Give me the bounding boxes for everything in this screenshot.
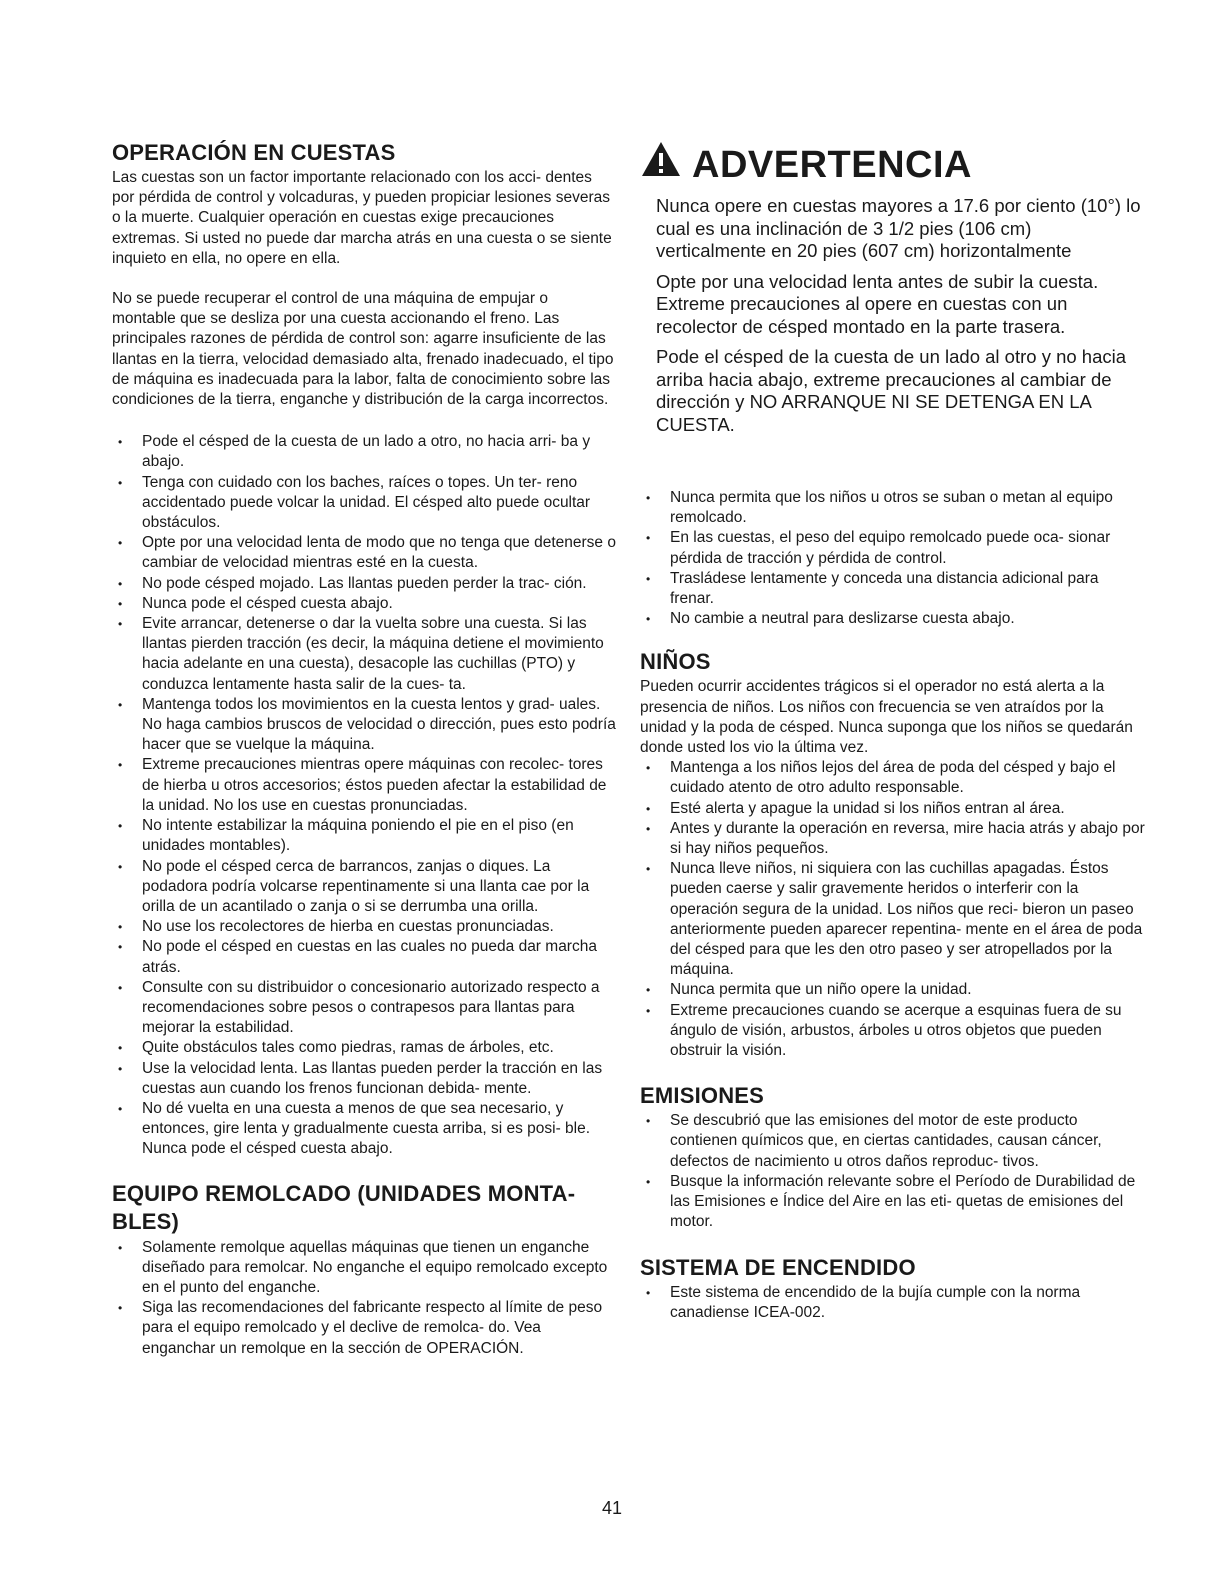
- list-item: • Solamente remolque aquellas máquinas que tienen un enganche diseñado para remolcar. No enganche el equipo remolcado excepto en el punto del enganche.: [112, 1238, 616, 1299]
- right-column: [640, 140, 1145, 1323]
- list-item: • No pode césped mojado. Las llantas pueden perder la trac- ción.: [112, 574, 616, 594]
- list-item: • No pode el césped cerca de barrancos, zanjas o diques. La podadora podría volcarse repentinamente si una llanta cae por la orilla de un acantilado o zanja o si se derrumba una orilla.: [112, 857, 616, 918]
- list-item: • Extreme precauciones cuando se acerque a esquinas fuera de su ángulo de visión, arbustos, árboles u otros objetos que pueden obstruir la visión.: [640, 1001, 1145, 1062]
- list-item: • Consulte con su distribuidor o concesionario autorizado respecto a recomendaciones sobre pesos o contrapesos para llantas para mejorar la estabilidad.: [112, 978, 616, 1039]
- paragraph: Las cuestas son un factor importante relacionado con los acci- dentes por pérdida de control y volcaduras, y pueden propiciar lesiones severas o la muerte. Cualquier operación en cuestas exige precauciones extremas. Si usted no puede dar marcha atrás en una cuesta o se siente inquieto en ella, no opere en ella.: [112, 169, 612, 267]
- list-item: • Antes y durante la operación en reversa, mire hacia atrás y abajo por si hay niños pequeños.: [640, 819, 1145, 859]
- page-number: 41: [601, 1498, 623, 1518]
- list-item: • Extreme precauciones mientras opere máquinas con recolec- tores de hierba u otros accesorios; éstos pueden afectar la estabilidad de la unidad. No los use en cuestas pronunciadas.: [112, 755, 616, 816]
- bullet-list-encendido: [640, 1283, 1145, 1323]
- list-item: • Se descubrió que las emisiones del motor de este producto contienen químicos que, en ciertas cantidades, causan cáncer, defectos de nacimiento u otros daños reproduc- tivos.: [640, 1111, 1145, 1172]
- warning-paragraph: Nunca opere en cuestas mayores a 17.6 por ciento (10°) lo cual es una inclinación de 3 1/2 pies (106 cm) verticalmente en 20 pies (607 cm) horizontalmente: [656, 195, 1141, 261]
- list-item: • Busque la información relevante sobre el Período de Durabilidad de las Emisiones e Índice del Aire en las eti- quetas de emisiones del motor.: [640, 1172, 1145, 1233]
- list-item: • Nunca pode el césped cuesta abajo.: [112, 594, 616, 614]
- list-item: • Nunca lleve niños, ni siquiera con las cuchillas apagadas. Éstos pueden caerse y salir gravemente heridos o interferir con la operación segura de la unidad. Los niños que reci- bieron un paseo anteriormente pueden aparecer repentina- mente en el área de poda del césped para que les den otro paseo y ser atropellados por la máquina.: [640, 859, 1145, 980]
- list-item: • Opte por una velocidad lenta de modo que no tenga que detenerse o cambiar de velocidad mientras esté en la cuesta.: [112, 533, 616, 573]
- list-item: • No dé vuelta en una cuesta a menos de que sea necesario, y entonces, gire lenta y gradualmente cuesta arriba, si es posi- ble. Nunca pode el césped cuesta abajo.: [112, 1099, 616, 1160]
- section-title-ninos: NIÑOS: [640, 649, 711, 675]
- list-item: • Siga las recomendaciones del fabricante respecto al límite de peso para el equipo remolcado y el declive de remolca- do. Vea enganchar un remolque en la sección de OPERACIÓN.: [112, 1298, 616, 1359]
- list-item: • Use la velocidad lenta. Las llantas pueden perder la tracción en las cuestas aun cuando los frenos funcionan debida- mente.: [112, 1059, 616, 1099]
- section-title-operacion: OPERACIÓN EN CUESTAS: [112, 140, 396, 165]
- list-item: • Mantenga a los niños lejos del área de poda del césped y bajo el cuidado atento de otro adulto responsable.: [640, 758, 1145, 798]
- list-item: • Trasládese lentamente y conceda una distancia adicional para frenar.: [640, 569, 1145, 609]
- list-item: • Pode el césped de la cuesta de un lado a otro, no hacia arri- ba y abajo.: [112, 432, 616, 472]
- paragraph: No se puede recuperar el control de una máquina de empujar o montable que se desliza por una cuesta accionando el freno. Las principales razones de pérdida de control son: agarre insuficiente de las llantas en la tierra, velocidad demasiado alta, frenado inadecuado, el tipo de máquina es inadecuada para la labor, falta de conocimiento sobre las condiciones de la tierra, enganche y distribución de la carga incorrectos.: [112, 290, 614, 409]
- bullet-list-equipo: [112, 1238, 616, 1359]
- bullet-list-emisiones: [640, 1111, 1145, 1232]
- bullet-list-ninos: [640, 758, 1145, 1061]
- section-title-emisiones: EMISIONES: [640, 1083, 765, 1109]
- list-item: • Esté alerta y apague la unidad si los niños entran al área.: [640, 799, 1145, 819]
- list-item: • Tenga con cuidado con los baches, raíces o topes. Un ter- reno accidentado puede volcar la unidad. El césped alto puede ocultar obstáculos.: [112, 473, 616, 534]
- bullet-list-remolcado: [640, 488, 1145, 629]
- list-item: • Este sistema de encendido de la bujía cumple con la norma canadiense ICEA-002.: [640, 1283, 1145, 1323]
- paragraph: Pueden ocurrir accidentes trágicos si el operador no está alerta a la presencia de niños. Los niños con frecuencia se ven atraídos por la unidad y la poda de césped. Nunca suponga que los niños se quedarán donde usted los vio la última vez.: [640, 678, 1133, 757]
- bullet-list-operacion: [112, 432, 616, 1159]
- section-title-equipo: EQUIPO REMOLCADO (UNIDADES MONTA- BLES): [112, 1180, 576, 1234]
- list-item: • Mantenga todos los movimientos en la cuesta lentos y grad- uales. No haga cambios bruscos de velocidad o dirección, pues esto podría hacer que se vuelque la máquina.: [112, 695, 616, 756]
- list-item: • No cambie a neutral para deslizarse cuesta abajo.: [640, 609, 1145, 629]
- list-item: • No intente estabilizar la máquina poniendo el pie en el piso (en unidades montables).: [112, 816, 616, 856]
- list-item: • No use los recolectores de hierba en cuestas pronunciadas.: [112, 917, 616, 937]
- warning-box: [640, 140, 1145, 436]
- warning-triangle-icon: [640, 140, 692, 189]
- list-item: • Nunca permita que los niños u otros se suban o metan al equipo remolcado.: [640, 488, 1145, 528]
- warning-title: ADVERTENCIA: [692, 143, 972, 186]
- list-item: • No pode el césped en cuestas en las cuales no pueda dar marcha atrás.: [112, 937, 616, 977]
- list-item: • Evite arrancar, detenerse o dar la vuelta sobre una cuesta. Si las llantas pierden tracción (es decir, la máquina detiene el movimiento hacia adelante en una cuesta), desacople las cuchillas (PTO) y conduzca lentamente hasta salir de la cues- ta.: [112, 614, 616, 695]
- list-item: • En las cuestas, el peso del equipo remolcado puede oca- sionar pérdida de tracción y pérdida de control.: [640, 528, 1145, 568]
- warning-paragraph: Pode el césped de la cuesta de un lado al otro y no hacia arriba hacia abajo, extreme precauciones al cambiar de dirección y NO ARRANQUE NI SE DETENGA EN LA CUESTA.: [656, 346, 1127, 435]
- left-column: [112, 140, 616, 1359]
- warning-heading: [640, 140, 1145, 189]
- section-title-encendido: SISTEMA DE ENCENDIDO: [640, 1254, 916, 1280]
- warning-paragraph: Opte por una velocidad lenta antes de subir la cuesta. Extreme precauciones al opere en cuestas con un recolector de césped montado en la parte trasera.: [656, 270, 1099, 337]
- list-item: • Nunca permita que un niño opere la unidad.: [640, 980, 1145, 1000]
- list-item: • Quite obstáculos tales como piedras, ramas de árboles, etc.: [112, 1038, 616, 1058]
